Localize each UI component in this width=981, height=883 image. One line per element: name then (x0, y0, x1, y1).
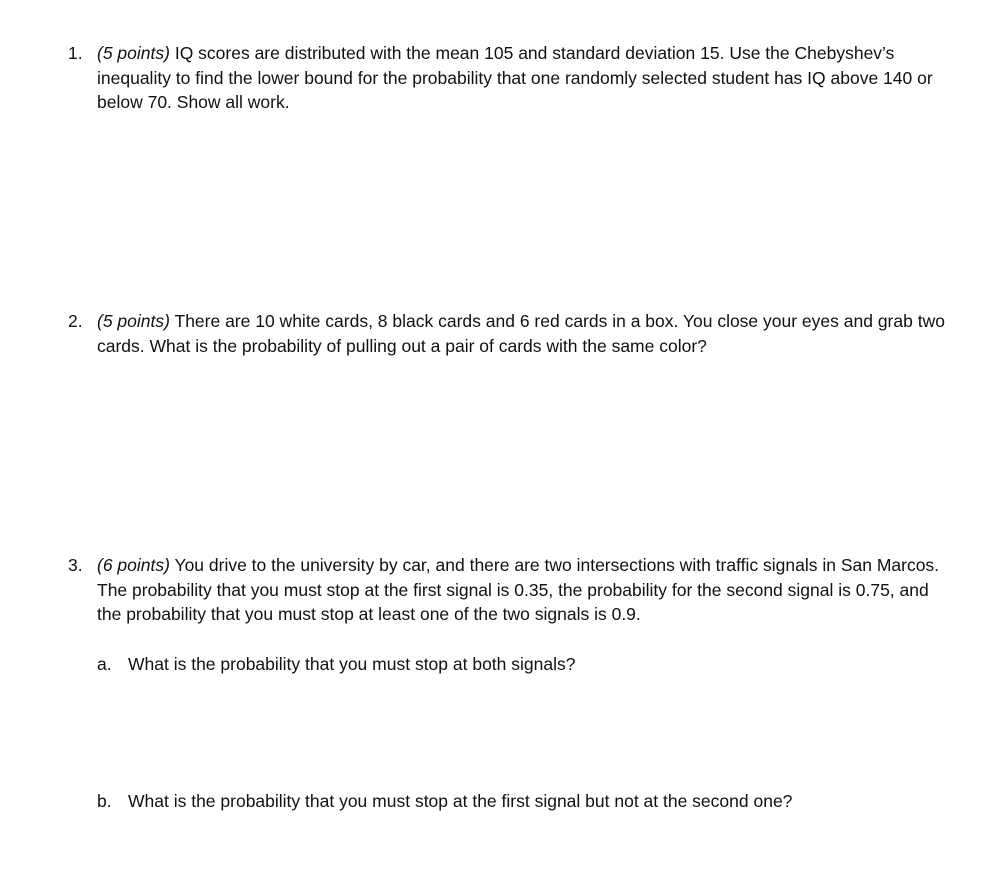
question-body (97, 309, 948, 358)
question-body (97, 553, 948, 627)
part-text: What is the probability that you must stop at the first signal but not at the second one? (128, 791, 793, 811)
question-1 (68, 41, 948, 115)
question-number: 3. (68, 555, 83, 575)
question-points: (6 points) (97, 555, 170, 575)
question-2 (68, 309, 948, 358)
question-number: 2. (68, 311, 83, 331)
question-number: 1. (68, 43, 83, 63)
question-text: There are 10 white cards, 8 black cards and 6 red cards in a box. You close your eyes and grab two cards. What is the probability of pulling out a pair of cards with the same color? (97, 311, 945, 356)
question-points: (5 points) (97, 43, 170, 63)
question-body (97, 41, 948, 115)
part-label: b. (97, 791, 112, 811)
question-points: (5 points) (97, 311, 170, 331)
part-label: a. (97, 654, 112, 674)
question-text: You drive to the university by car, and there are two intersections with traffic signals in San Marcos. The probability that you must stop at the first signal is 0.35, the probability for the second signal is 0.75, and the probability that you must stop at least one of the two signals is 0.9. (97, 555, 940, 624)
part-text: What is the probability that you must stop at both signals? (128, 654, 576, 674)
question-3-part-b (97, 789, 957, 814)
question-3-part-a (97, 652, 957, 677)
question-text: IQ scores are distributed with the mean 105 and standard deviation 15. Use the Chebyshev’s inequality to find the lower bound for the probability that one randomly selected student has IQ above 140 or below 70. Show all work. (97, 43, 933, 112)
question-3 (68, 553, 948, 627)
